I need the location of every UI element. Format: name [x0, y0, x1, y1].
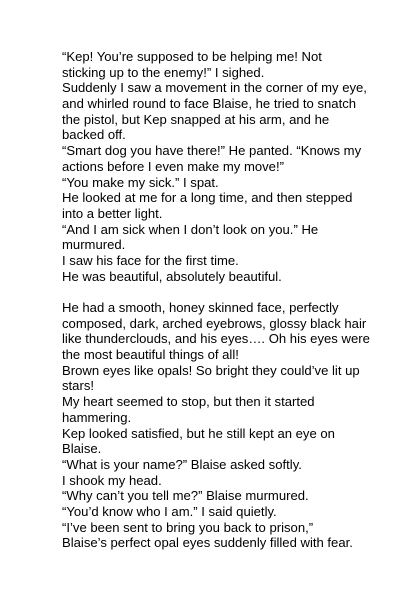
- text-line: into a better light.: [62, 205, 163, 221]
- text-line: “You’d know who I am.” I said quietly.: [62, 503, 277, 519]
- text-line: sticking up to the enemy!” I sighed.: [62, 64, 265, 80]
- text-line: murmured.: [62, 237, 126, 253]
- text-line: composed, dark, arched eyebrows, glossy black hair: [62, 315, 367, 331]
- text-line: Suddenly I saw a movement in the corner of my eye,: [62, 80, 367, 96]
- text-line: Blaise’s perfect opal eyes suddenly filled with fear.: [62, 535, 353, 551]
- text-line: and whirled round to face Blaise, he tried to snatch: [62, 96, 357, 112]
- text-line: the most beautiful things of all!: [62, 347, 239, 363]
- text-line: backed off.: [62, 127, 126, 143]
- paragraph-gap: [62, 284, 398, 300]
- text-line: actions before I even make my move!”: [62, 158, 284, 174]
- text-line: I saw his face for the first time.: [62, 252, 239, 268]
- text-line: “Kep! You’re supposed to be helping me! Not: [62, 49, 322, 64]
- text-line: Blaise.: [62, 441, 102, 457]
- text-line: “You make my sick.” I spat.: [62, 174, 219, 190]
- text-line: He looked at me for a long time, and then stepped: [62, 190, 353, 206]
- text-line: “Why can’t you tell me?” Blaise murmured.: [62, 488, 309, 504]
- text-line: the pistol, but Kep snapped at his arm, and he: [62, 111, 330, 127]
- text-line: “And I am sick when I don’t look on you.” He: [62, 221, 319, 237]
- text-line: I shook my head.: [62, 472, 162, 488]
- text-line: Kep looked satisfied, but he still kept an eye on: [62, 425, 335, 441]
- text-line: “Smart dog you have there!” He panted. “Knows my: [62, 143, 362, 159]
- text-line: My heart seemed to stop, but then it started: [62, 394, 315, 410]
- text-line: “What is your name?” Blaise asked softly.: [62, 456, 302, 472]
- text-line: hammering.: [62, 409, 132, 425]
- story-text: [62, 49, 398, 551]
- text-line: “I’ve been sent to bring you back to prison,”: [62, 519, 314, 535]
- text-line: Brown eyes like opals! So bright they could’ve lit up: [62, 362, 360, 378]
- text-line: He had a smooth, honey skinned face, perfectly: [62, 300, 339, 315]
- text-line: He was beautiful, absolutely beautiful.: [62, 268, 282, 284]
- text-line: stars!: [62, 378, 95, 394]
- text-line: like thunderclouds, and his eyes…. Oh his eyes were: [62, 331, 370, 347]
